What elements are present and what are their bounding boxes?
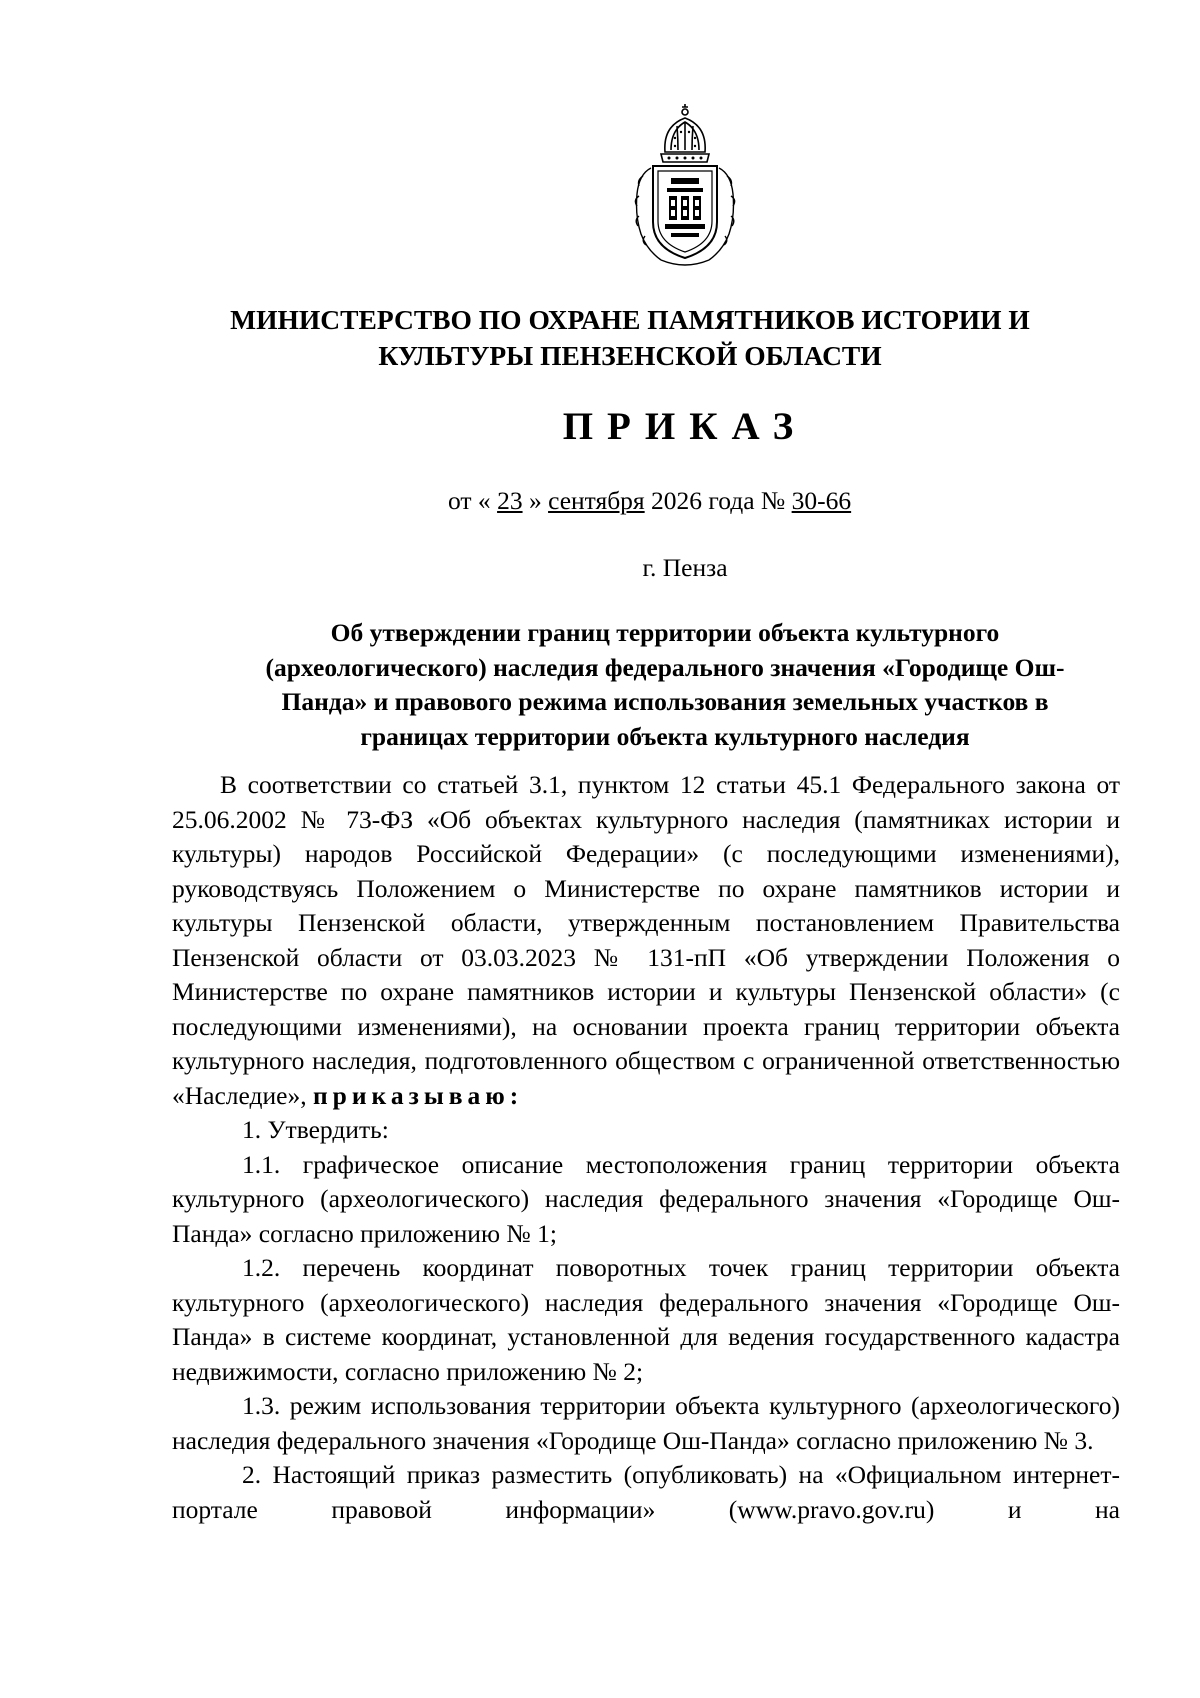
coat-of-arms-icon [631,104,739,270]
item-1-2: 1.2. перечень координат поворотных точек границ территории объекта культурного (археологического) наследия федерального значения «Городище Ош-Панда» в системе координат, установленной для ведения государственного кадастра недвижимости, согласно приложению № 2; [172,1253,1120,1386]
order-date-number [448,486,851,516]
ministry-name-line-2: КУЛЬТУРЫ ПЕНЗЕНСКОЙ ОБЛАСТИ [378,340,882,371]
ministry-name [180,302,1080,374]
order-subject [200,616,1130,754]
order-date-mid: » [528,486,542,515]
preamble-text: В соответствии со статьей 3.1, пунктом 12 статьи 45.1 Федерального закона от 25.06.2002 № 73-ФЗ «Об объектах культурного наследия (памятниках истории и культуры) народов Российской Федерации» (с последующими изменениями), руководствуясь Положением о Министерстве по охране памятников истории и культуры Пензенской области, утвержденным постановлением Правительства Пензенской области от 03.03.2023 № 131-пП «Об утверждении Положения о Министерстве по охране памятников истории и культуры Пензенской области» (с последующими изменениями), на основании проекта границ территории объекта культурного наследия, подготовленного обществом с ограниченной ответственностью «Наследие», [172,770,1120,1110]
order-year: 2026 года № [651,486,786,515]
order-city: г. Пенза [642,553,728,582]
subject-line-3: Панда» и правового режима использования земельных участков в [281,687,1049,716]
order-body [172,768,1120,1527]
item-2: 2. Настоящий приказ разместить (опубликовать) на «Официальном интернет-портале правовой информации» (www.pravo.gov.ru) и на [172,1460,1120,1524]
subject-line-2: (археологического) наследия федерального значения «Городище Ош- [265,652,1065,682]
order-day: 23 [497,486,523,515]
preamble-paragraph [172,768,1120,1113]
order-date-prefix: от « [448,486,491,515]
document-type-title: ПРИКАЗ [562,405,808,448]
subject-line-1: Об утверждении границ территории объекта культурного [330,618,1000,647]
ministry-name-line-1: МИНИСТЕРСТВО ПО ОХРАНЕ ПАМЯТНИКОВ ИСТОРИИ И [230,304,1030,335]
item-1-1: 1.1. графическое описание местоположения границ территории объекта культурного (археологического) наследия федерального значения «Городище Ош-Панда» согласно приложению № 1; [172,1149,1120,1248]
order-verb: приказываю [312,1080,510,1110]
item-1: 1. Утвердить: [242,1115,389,1144]
subject-line-4: границах территории объекта культурного наследия [360,721,970,751]
order-number: 30-66 [791,486,852,515]
item-1-3: 1.3. режим использования территории объекта культурного (археологического) наследия федерального значения «Городище Ош-Панда» согласно приложению № 3. [172,1391,1120,1455]
order-verb-colon: : [509,1080,519,1110]
order-month: сентября [548,486,645,515]
